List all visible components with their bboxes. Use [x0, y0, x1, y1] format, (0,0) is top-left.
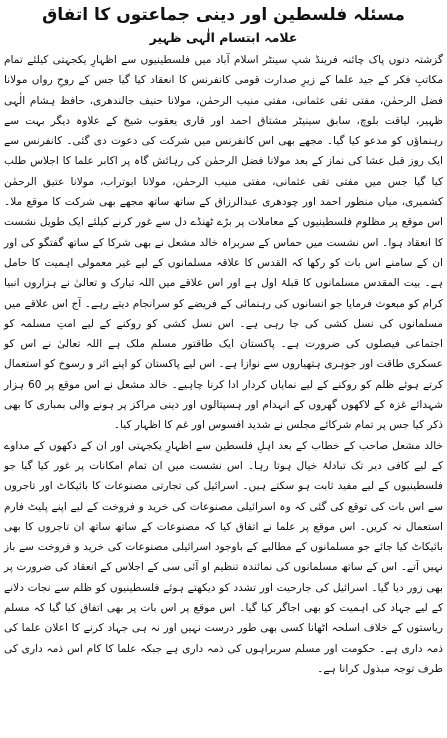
article-paragraph-1: گزشتہ دنوں پاک چائنہ فرینڈ شپ سینٹر اسلام آباد میں فلسطینیوں سے اظہارِ یکجہتی کیلئے تمام مکاتبِ فکر کے جید علما کے زیرِ صدارت قومی کانفرنس کا انعقاد کیا گیا جس کے روحِ رواں مولانا فضل الرحمٰن، مفتی تقی عثمانی، مفتی منیب الرحمٰن، مولانا حنیف جالندھری، حافظ ہشام الٰہی ظہیر، لیاقت بلوچ، سابق سینیٹر مشتاق احمد اور قاری یعقوب شیخ کے علاوہ دیگر بہت سے رہنماؤں کو مدعو کیا گیا۔ مجھے بھی اس کانفرنس میں شرکت کی دعوت دی گئی۔ کانفرنس سے ایک روز قبل عشا کی نماز کے بعد مولانا فضل الرحمٰن کی رہائش گاہ پر اکابر علما کا اجلاس طلب کیا گیا جس میں مفتی تقی عثمانی، مفتی منیب الرحمٰن، مولانا ابوتراب، مولانا عتیق الرحمٰن کشمیری، میاں منظور احمد اور چودھری عبدالرزاق کے ساتھ ساتھ مجھے بھی شرکت کا موقع ملا۔ اس موقع پر مظلوم فلسطینیوں کے معاملات پر بڑے ٹھنڈے دل سے غور کرنے کیلئے ایک طویل نشست کا انعقاد ہوا۔ اس نشست میں حماس کے سربراہ خالد مشعل نے بھی شرکا کے ساتھ گفتگو کی اور ان کے سامنے اس بات کو رکھا کہ القدس کا علاقہ مسلمانوں کے لیے غیر معمولی اہمیت کا حامل ہے۔ بیت المقدس مسلمانوں کا قبلۂ اول ہے اور اس علاقے میں اللہ تبارک و تعالیٰ نے ہزاروں انبیا کرام کو مبعوث فرمایا جو انسانوں کی رہنمائی کے فریضے کو سرانجام دیتے رہے۔ آج اس علاقے میں مسلمانوں کی نسل کشی کی جا رہی ہے۔ اس نسل کشی کو روکنے کے لیے امتِ مسلمہ کو اجتماعی فیصلوں کی ضرورت ہے۔ پاکستان ایک طاقتور مسلم ملک ہے اللہ تعالیٰ نے اس کو عسکری طاقت اور جوہری ہتھیاروں سے نوازا ہے۔ اس لیے پاکستان کو اپنے اثر و رسوخ کو استعمال کرتے ہوئے ظلم کو روکنے کے لیے نمایاں کردار ادا کرنا چاہیے۔ خالد مشعل نے اس موقع پر 60 ہزار شہدائے غزہ کے لاکھوں گھروں کے انہدام اور ہسپتالوں اور دینی مراکز پر ہونے والی بمباری کا بھی ذکر کیا جس پر تمام شرکائے مجلس نے شدید افسوس اور غم کا اظہار کیا۔	[4, 54, 443, 432]
article-headline: مسئلہ فلسطین اور دینی جماعتوں کا اتفاق	[42, 5, 405, 25]
article-paragraph-2: خالد مشعل صاحب کے خطاب کے بعد اہلِ فلسطین سے اظہارِ یکجہتی اور ان کے دکھوں کے مداوے کے لیے کافی دیر تک تبادلۂ خیال ہوتا رہا۔ اس نشست میں ان تمام امکانات پر غور کیا گیا جو فلسطینیوں کے لیے مفید ثابت ہو سکتے ہیں۔ اسرائیل کی تجارتی مصنوعات کا بائیکاٹ اور تاجروں سے اس بات کی توقع کی گئی کہ وہ اسرائیلی مصنوعات کی خرید و فروخت کے لیے اپنے پلیٹ فارم استعمال نہ کریں۔ اس موقع پر علما نے اتفاق کیا کہ مصنوعات کے ساتھ ساتھ ان تاجروں کا بھی بائیکاٹ کیا جائے جو مسلمانوں کے مطالبے کے باوجود اسرائیلی مصنوعات کی خرید و فروخت سے باز نہیں آتے۔ اس کے ساتھ مسلمانوں کی نمائندہ تنظیم او آئی سی کے اجلاس کے انعقاد کی ضرورت پر بھی زور دیا گیا۔ اسرائیل کی جارحیت اور تشدد کو دیکھتے ہوئے فلسطینیوں کو ظلم سے نجات دلانے کے لیے جہاد کی اہمیت کو بھی اجاگر کیا گیا۔ اس موقع پر اس بات پر بھی اتفاق کیا گیا کہ مسلم ریاستوں کے خلاف اسلحہ اٹھانا کسی بھی طور درست نہیں اور نہ ہی جہاد کرنے کا اعلان علما کی ذمہ داری ہے۔ حکومت اور مسلم سربراہوں کی ذمہ داری ہے جبکہ علما کا کام اس ذمہ داری کی طرف توجہ مبذول کرانا ہے۔	[4, 439, 443, 675]
article-byline: علامہ ابتسام الٰہی ظہیر	[149, 30, 298, 45]
